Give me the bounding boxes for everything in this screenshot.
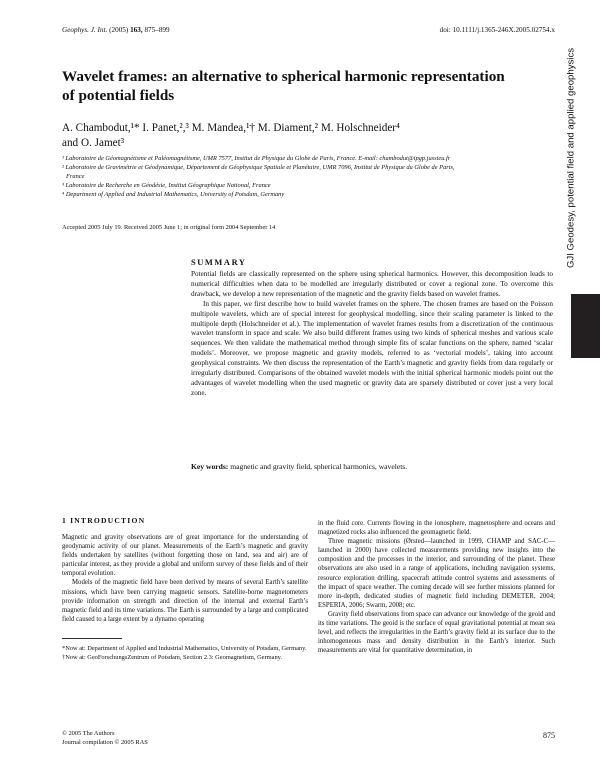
affiliation: France	[66, 173, 85, 181]
running-header	[62, 26, 170, 34]
summary-paragraph: Potential fields are classically represented on the sphere using spherical harmonics. However, this decomposition leads to numerical difficulties when data to be modelled are irregularly distributed or cover a regional zone. To overcome this drawback, we develop a new representation of the magnetic and the gravity fields based on wavelet frames.	[191, 270, 553, 298]
affiliation: ⁴ Department of Applied and Industrial Mathematics, University of Potsdam, Germany	[62, 191, 285, 199]
summary-heading: SUMMARY	[191, 258, 247, 267]
affiliation: ¹ Laboratoire de Géomagnétisme et Paléomagnétisme, UMR 7577, Institut de Physique du Globe de Paris, France. E-mail: chambodut@ipgp.jussieu.fr	[62, 155, 451, 162]
body-paragraph: in the fluid core. Currents flowing in the ionosphere, magnetosphere and oceans and magnetized rocks also influenced the geomagnetic field.	[318, 520, 555, 537]
copyright	[62, 729, 148, 747]
side-section-label	[561, 30, 581, 286]
dates-line: Accepted 2005 July 19. Received 2005 June 1; in original form 2004 September 14	[62, 224, 276, 231]
summary-paragraph: In this paper, we first describe how to build wavelet frames on the sphere. The chosen frames are based on the Poisson multipole wavelets, which are of special interest for geophysical modelling, since their scaling parameter is linked to the multipole depth (Holschneider et al.). The implementation of wavelet frames results from a discretization of the continuous wavelet transform in space and scale. We also build different frames using two kinds of spherical meshes and various scale sequences. We then validate the mathematical method through simple fits of scalar functions on the sphere, named ‘scalar models’. Moreover, we propose magnetic and gravity models, referred to as ‘vectorial models’, taking into account geophysical constraints. We then discuss the representation of the Earth’s magnetic and gravity fields from data regularly or irregularly distributed. Comparisons of the obtained wavelet models with the initial spherical harmonic models point out the advantages of wavelet modelling when the used magnetic or gravity data are sparsely distributed or cover just a very local zone.	[191, 299, 553, 397]
footnote: *Now at: Department of Applied and Industrial Mathematics, University of Potsdam, Germany.	[62, 645, 307, 652]
doi[interactable]: doi: 10.1111/j.1365-246X.2005.02754.x	[439, 26, 555, 34]
footnote-rule	[62, 638, 122, 639]
side-section-text: GJI Geodesy, potential field and applied geophysics	[565, 47, 577, 269]
paper-title	[62, 67, 552, 105]
affiliations	[62, 154, 562, 199]
title-line: Wavelet frames: an alternative to spherical harmonic representation	[62, 68, 505, 85]
copyright-line: © 2005 The Authors	[62, 730, 115, 737]
keywords	[191, 462, 553, 471]
author-list	[62, 121, 552, 151]
body-paragraph: Three magnetic missions (Ørsted—launched in 1999, CHAMP and SAC-C—launched in 2000) have collected measurements providing new insights into the composition and the processes in the interior, and surrounding of the planet. These observations are also used in a range of applications, including navigation systems, resource exploration drilling, spacecraft attitude control systems and assessments of the impact of space weather. The coming decade will see further missions planned for more in-depth, dedicated studies of magnetic field including DEMETER, 2004; ESPERIA, 2006; Swarm, 2008; etc.	[318, 538, 555, 609]
author-line: A. Chambodut,¹* I. Panet,²,³ M. Mandea,¹† M. Diament,² M. Holschneider⁴	[62, 122, 400, 134]
author-line: and O. Jamet³	[62, 137, 125, 149]
affiliation: ² Laboratoire de Gravimétrie et Géodynamique, Département de Géophysique Spatiale et Planétaire, UMR 7096, Institut de Physique du Globe de Paris,	[62, 164, 455, 172]
journal-volume: 163,	[130, 26, 143, 34]
summary-body	[191, 270, 553, 399]
journal-year: (2005)	[109, 26, 129, 34]
title-line: of potential fields	[62, 87, 175, 104]
journal-pages: 875–899	[144, 26, 170, 34]
page-number: 875	[543, 731, 555, 740]
body-paragraph: Gravity field observations from space can advance our knowledge of the geoid and its time variations. The geoid is the surface of equal gravitational potential at mean sea level, and reflects the irregularities in the Earth’s gravity field at its surface due to the inhomogeneous mass and density distribution in the Earth’s interior. Such measurements are vital for quantitative determination, in	[318, 610, 555, 655]
body-paragraph: Magnetic and gravity observations are of great importance for the understanding of geodynamic activity of our planet. Measurements of the Earth’s magnetic and gravity fields undertaken by satellites (without forgetting those on land, sea and air) are of particular interest, as they provide a global and uniform survey of these fields and of their temporal evolution.	[62, 534, 308, 578]
side-section-bar	[571, 294, 600, 358]
keywords-label: Key words:	[191, 462, 229, 471]
footnotes	[62, 644, 308, 662]
copyright-line: Journal compilation © 2005 RAS	[62, 739, 148, 746]
body-column-left	[62, 533, 308, 624]
footnote: †Now at: GeoForschungsZentrum of Potsdam, Section 2.3: Geomagnetism, Germany.	[62, 654, 283, 662]
journal-name: Geophys. J. Int.	[62, 26, 108, 34]
section-heading: 1 INTRODUCTION	[62, 516, 146, 525]
affiliation: ³ Laboratoire de Recherche en Géodésie, Institut Géographique National, France	[62, 182, 271, 190]
keywords-text: magnetic and gravity field, spherical harmonics, wavelets.	[230, 462, 408, 471]
body-column-right	[318, 519, 555, 655]
body-paragraph: Models of the magnetic field have been derived by means of several Earth’s satellite missions, which have been carrying magnetic sensors. Satellite-borne magnetometers provide information on strength and direction of the internal and external Earth’s magnetic field and its time variations. The Earth is surrounded by a large and complicated field caused to a large extent by a dynamo operating	[62, 579, 308, 623]
